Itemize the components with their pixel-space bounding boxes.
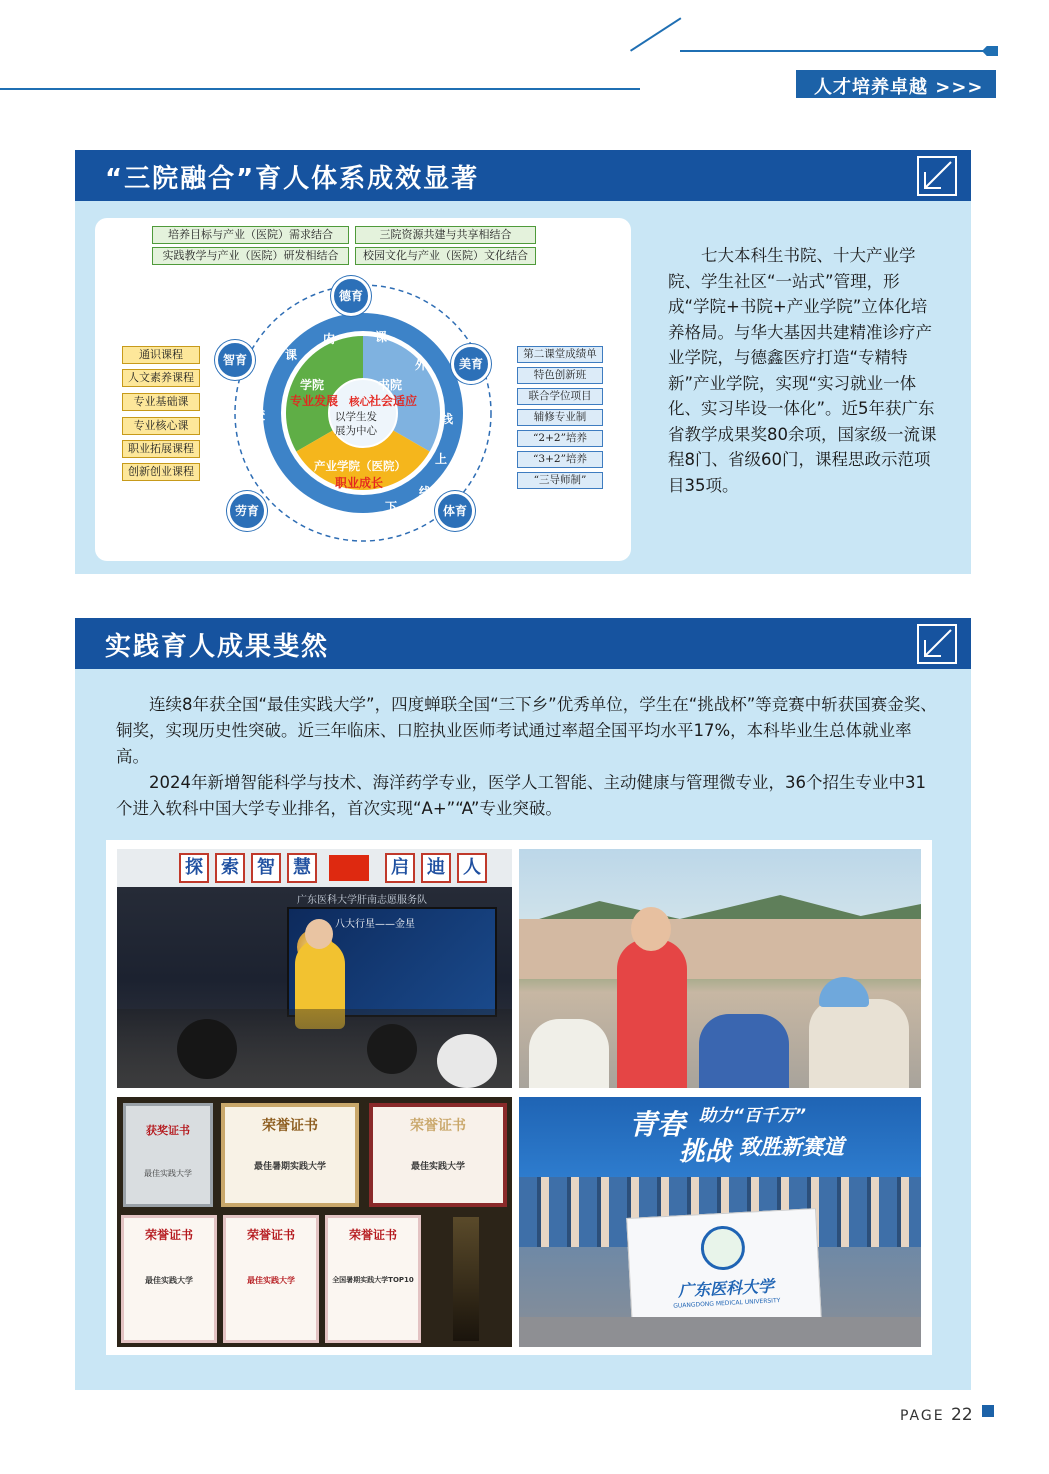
ring-word: 线 (419, 485, 432, 499)
core-label: 核心 (349, 396, 370, 408)
left-box: 职业拓展课程 (122, 440, 200, 458)
student-head (437, 1034, 497, 1088)
student-head (177, 1019, 237, 1079)
classroom-char: 索 (215, 853, 245, 883)
classroom-char-row (179, 853, 509, 883)
right-box: 辅修专业制 (517, 409, 603, 426)
classroom-char: 慧 (287, 853, 317, 883)
student-head (367, 1024, 417, 1074)
top-box: 实践教学与产业（医院）研发相结合 (152, 247, 349, 265)
banner-slogan: 挑战 (679, 1137, 732, 1167)
sector-academy-label: 书院 (378, 378, 403, 392)
page-number: 22 (951, 1405, 973, 1425)
flag-logo (700, 1225, 746, 1271)
banner-slogan: 致胜新赛道 (739, 1135, 844, 1159)
photo-classroom (117, 849, 512, 1088)
sector-college-sub: 专业发展 (290, 394, 339, 408)
cert-body: 全国暑期实践大学TOP10 (332, 1276, 414, 1284)
right-box: “三导师制” (517, 472, 603, 489)
left-box: 通识课程 (122, 346, 200, 364)
photo-certificates (117, 1097, 512, 1347)
classroom-char: 探 (179, 853, 209, 883)
cert-body: 最佳实践大学 (247, 1276, 295, 1285)
cert-title: 荣誉证书 (246, 1228, 295, 1242)
photo-collage (106, 840, 932, 1355)
ring-word: 课 (285, 348, 298, 362)
photo-team-flag (519, 1097, 921, 1347)
right-box: 第二课堂成绩单 (517, 346, 603, 363)
volunteer (617, 939, 687, 1088)
sector-industry-sub: 职业成长 (335, 476, 384, 490)
left-box: 专业基础课 (122, 393, 200, 411)
photo-outdoor-children (519, 849, 921, 1088)
flag-subtext: GUANGDONG MEDICAL UNIVERSITY (673, 1297, 781, 1310)
core-text: 展为中心 (335, 425, 377, 437)
gate-wall (519, 919, 921, 979)
right-box: “2+2”培养 (517, 430, 603, 447)
section1-title-bar (75, 150, 971, 201)
crystal-trophy (453, 1217, 479, 1341)
certificate (325, 1215, 421, 1343)
child-cap (819, 977, 869, 1007)
section1-title: “三院融合”育人体系成效显著 (105, 164, 480, 194)
core-text: 以学生发 (335, 411, 377, 423)
ring-word: 上 (435, 452, 448, 466)
section2-paragraph: 2024年新增智能科学与技术、海洋药学专业，医学人工智能、主动健康与管理微专业，36个招生专业中31个进入软科中国大学专业排名，首次实现“A+”“A”专业突破。 (116, 773, 926, 818)
node-moral: 德育 (331, 276, 371, 316)
certificate (223, 1215, 319, 1343)
section1-paragraph-text: 七大本科生书院、十大产业学院、学生社区“一站式”管理，形成“学院+书院+产业学院”立体化培养格局。与华大基因共建精准诊疗产业学院，与德鑫医疗打造“专精特新”产业学院，实现“实习就业一体化、实习毕设一体化”。近5年获广东省教学成果奖80余项，国家级一流课程8门、省级60门，课程思政示范项目35项。 (668, 246, 937, 495)
right-box: 联合学位项目 (517, 388, 603, 405)
left-box: 专业核心课 (122, 417, 200, 435)
top-box: 培养目标与产业（医院）需求结合 (152, 226, 349, 244)
node-intellect: 智育 (215, 340, 255, 380)
classroom-char: 启 (385, 853, 415, 883)
child (809, 999, 909, 1088)
page-label: PAGE (900, 1408, 945, 1424)
section2-paragraph: 连续8年获全国“最佳实践大学”，四度蝉联全国“三下乡”优秀单位，学生在“挑战杯”等竞赛中斩获国赛金奖、铜奖，实现历史性突破。近三年临床、口腔执业医师考试通过率超全国平均水平17%，本科毕业生总体就业率高。 (116, 695, 937, 766)
left-box: 创新创业课程 (122, 463, 200, 481)
cert-body: 最佳实践大学 (410, 1162, 465, 1172)
section1-paragraph (668, 243, 938, 498)
banner-slogan: 青春 (629, 1108, 686, 1141)
banner-slogan: 助力“百千万” (699, 1106, 806, 1126)
classroom-char: 迪 (421, 853, 451, 883)
footer-square-icon (982, 1405, 994, 1417)
ring-word: 课 (375, 330, 388, 344)
cert-title: 荣誉证书 (262, 1118, 318, 1134)
cert-body: 最佳实践大学 (144, 1169, 192, 1178)
cert-title: 获奖证书 (146, 1124, 190, 1137)
section2-title-bar (75, 618, 971, 669)
ring-word: 下 (385, 500, 398, 514)
ring-word: 校 (253, 408, 266, 422)
ring-word: 线 (441, 412, 454, 426)
sector-academy-sub: 社会适应 (369, 394, 418, 408)
header-rule-slant (630, 17, 681, 51)
corner-arrow-icon (917, 624, 957, 664)
steps (519, 1317, 921, 1347)
teacher-head (305, 919, 333, 949)
certificate (221, 1103, 359, 1207)
ring-word: 外 (415, 358, 428, 372)
cert-body: 最佳实践大学 (145, 1276, 193, 1285)
header-rule-top (680, 50, 990, 52)
ring-word: 外 (311, 508, 324, 522)
award-plaque (123, 1103, 213, 1207)
top-box: 校园文化与产业（医院）文化结合 (355, 247, 536, 265)
node-physical: 体育 (435, 491, 475, 531)
sector-college-label: 学院 (300, 378, 325, 392)
cert-title: 荣誉证书 (144, 1228, 193, 1242)
volunteer-head (631, 907, 671, 951)
child (529, 1019, 609, 1088)
cert-body: 最佳暑期实践大学 (253, 1162, 326, 1172)
ring-word: 内 (257, 452, 270, 466)
right-box: “3+2”培养 (517, 451, 603, 468)
certificate (121, 1215, 217, 1343)
header-rule (0, 88, 640, 90)
left-box: 人文素养课程 (122, 369, 200, 387)
cert-title: 荣誉证书 (410, 1118, 466, 1134)
sector-industry-label: 产业学院（医院） (314, 459, 406, 473)
header-arrow-icon (982, 46, 998, 56)
university-flag (626, 1208, 822, 1330)
section2-title: 实践育人成果斐然 (105, 632, 330, 662)
section2-body (116, 692, 938, 822)
classroom-banner: 广东医科大学肝南志愿服务队 (297, 895, 427, 906)
cert-title: 荣誉证书 (348, 1228, 397, 1242)
node-aesthetic: 美育 (451, 344, 491, 384)
certificate (369, 1103, 507, 1207)
node-labor: 劳育 (227, 491, 267, 531)
top-box: 三院资源共建与共享相结合 (355, 226, 536, 244)
child (699, 1014, 789, 1088)
china-flag (329, 855, 369, 881)
three-college-diagram (95, 218, 631, 561)
ring-word: 校 (277, 486, 290, 500)
flag-text: 广东医科大学 (677, 1276, 775, 1301)
page-footer (900, 1405, 973, 1425)
ring-word: 内 (323, 332, 336, 346)
classroom-char: 人 (457, 853, 487, 883)
header-section-tag: 人才培养卓越 >>> (796, 70, 996, 98)
corner-arrow-icon (917, 156, 957, 196)
classroom-char: 智 (251, 853, 281, 883)
classroom-screen-title: 八大行星——金星 (335, 919, 415, 930)
right-box: 特色创新班 (517, 367, 603, 384)
